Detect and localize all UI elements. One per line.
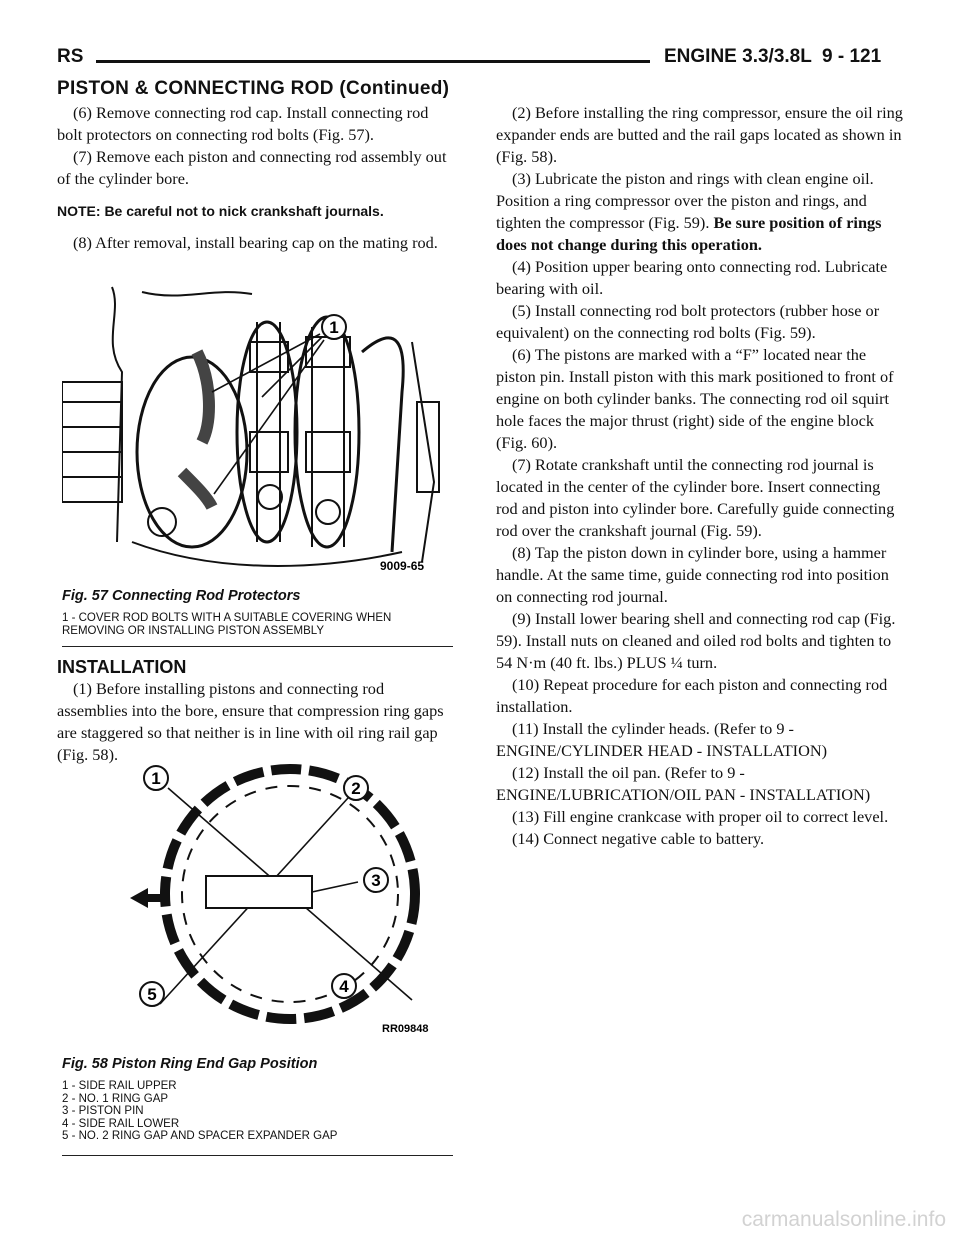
fig57-callout-1: 1 [329, 318, 339, 337]
fig58-callout-3: 3 [371, 871, 381, 890]
note-journals: NOTE: Be careful not to nick crankshaft journals. [57, 203, 384, 219]
fig57-legend-line-1: 1 - COVER ROD BOLTS WITH A SUITABLE COVERING WHEN [62, 612, 392, 624]
install-step-13: (13) Fill engine crankcase with proper oil to correct level. [512, 807, 889, 826]
fig58-callout-4: 4 [339, 977, 349, 996]
fig57-legend [62, 612, 391, 637]
fig58-code: RR09848 [382, 1023, 429, 1035]
installation-block [57, 656, 452, 766]
install-step-12: (12) Install the oil pan. (Refer to 9 - ENGINE/LUBRICATION/OIL PAN - INSTALLATION) [496, 763, 871, 804]
fig58-legend [62, 1080, 337, 1143]
fig58-callout-2: 2 [351, 779, 361, 798]
install-step-8: (8) Tap the piston down in cylinder bore, using a hammer handle. At the same time, guide connecting rod into position on connecting rod journal. [496, 543, 889, 606]
fig58-legend-line-1: 1 - SIDE RAIL UPPER [62, 1080, 177, 1092]
fig58-legend-line-2: 2 - NO. 1 RING GAP [62, 1092, 169, 1105]
install-step-5: (5) Install connecting rod bolt protectors (rubber hose or equivalent) on the connecting rod bolts (Fig. 59). [496, 301, 880, 342]
install-step-7: (7) Rotate crankshaft until the connecting rod journal is located in the center of the cylinder bore. Insert connecting rod and piston into cylinder bore. Carefully guide connecting rod over the crankshaft journal (Fig. 59). [496, 455, 895, 540]
install-step-4: (4) Position upper bearing onto connecting rod. Lubricate bearing with oil. [496, 257, 888, 298]
install-step-1: (1) Before installing pistons and connecting rod assemblies into the bore, ensure that compression ring gaps are staggered so that neither is in line with oil ring rail gap (Fig. 58). [57, 679, 444, 764]
section-continued-title: PISTON & CONNECTING ROD (Continued) [57, 78, 450, 99]
header-left-code: RS [57, 46, 84, 67]
step-8: (8) After removal, install bearing cap on the mating rod. [73, 233, 438, 252]
fig57-caption: Fig. 57 Connecting Rod Protectors [62, 588, 301, 604]
left-column-top [57, 102, 452, 254]
right-column [496, 102, 906, 850]
fig58-legend-line-3: 3 - PISTON PIN [62, 1105, 144, 1117]
connecting-rod-protectors-illustration [62, 282, 448, 582]
install-step-2: (2) Before installing the ring compressor, ensure the oil ring expander ends are butted and the rail gaps located as shown in (Fig. 58). [496, 103, 903, 166]
fig58-caption: Fig. 58 Piston Ring End Gap Position [62, 1056, 318, 1072]
fig58-divider [62, 1155, 453, 1156]
install-step-3-text: (3) Lubricate the piston and rings with clean engine oil. Position a ring compressor over the piston and rings, and tighten the compressor (Fig. 59). [496, 169, 874, 232]
piston-ring-gap-illustration [130, 758, 450, 1040]
step-7: (7) Remove each piston and connecting rod assembly out of the cylinder bore. [57, 147, 447, 188]
fig58-callout-5: 5 [147, 985, 157, 1004]
installation-title: INSTALLATION [57, 657, 187, 677]
install-step-3 [496, 168, 906, 256]
install-step-10: (10) Repeat procedure for each piston and connecting rod installation. [496, 675, 888, 716]
header-page-number: 9 - 121 [822, 46, 882, 67]
fig58-callout-1: 1 [151, 769, 161, 788]
step-6: (6) Remove connecting rod cap. Install connecting rod bolt protectors on connecting rod bolts (Fig. 57). [57, 103, 429, 144]
fig57-divider [62, 646, 453, 647]
watermark: carmanualsonline.info [741, 1208, 946, 1231]
install-step-3-warning: Be sure position of rings does not change during this operation. [496, 213, 882, 254]
fig57-code: 9009-65 [380, 559, 425, 573]
fig58-legend-line-4: 4 - SIDE RAIL LOWER [62, 1117, 180, 1130]
install-step-14: (14) Connect negative cable to battery. [512, 829, 765, 848]
install-step-11: (11) Install the cylinder heads. (Refer to 9 - ENGINE/CYLINDER HEAD - INSTALLATION) [496, 719, 828, 760]
install-step-6: (6) The pistons are marked with a “F” located near the piston pin. Install piston with this mark positioned to front of engine on both cylinder banks. The connecting rod oil squirt hole faces the major thrust (right) side of the engine block (Fig. 60). [496, 345, 894, 452]
install-step-9: (9) Install lower bearing shell and connecting rod cap (Fig. 59). Install nuts on cleaned and oiled rod bolts and tighten to 54 N·m (40 ft. lbs.) PLUS ¼ turn. [496, 609, 896, 672]
fig57-legend-line-2: REMOVING OR INSTALLING PISTON ASSEMBLY [62, 624, 325, 637]
fig58-legend-line-5: 5 - NO. 2 RING GAP AND SPACER EXPANDER GAP [62, 1130, 338, 1142]
header-title: ENGINE 3.3/3.8L [664, 46, 812, 67]
